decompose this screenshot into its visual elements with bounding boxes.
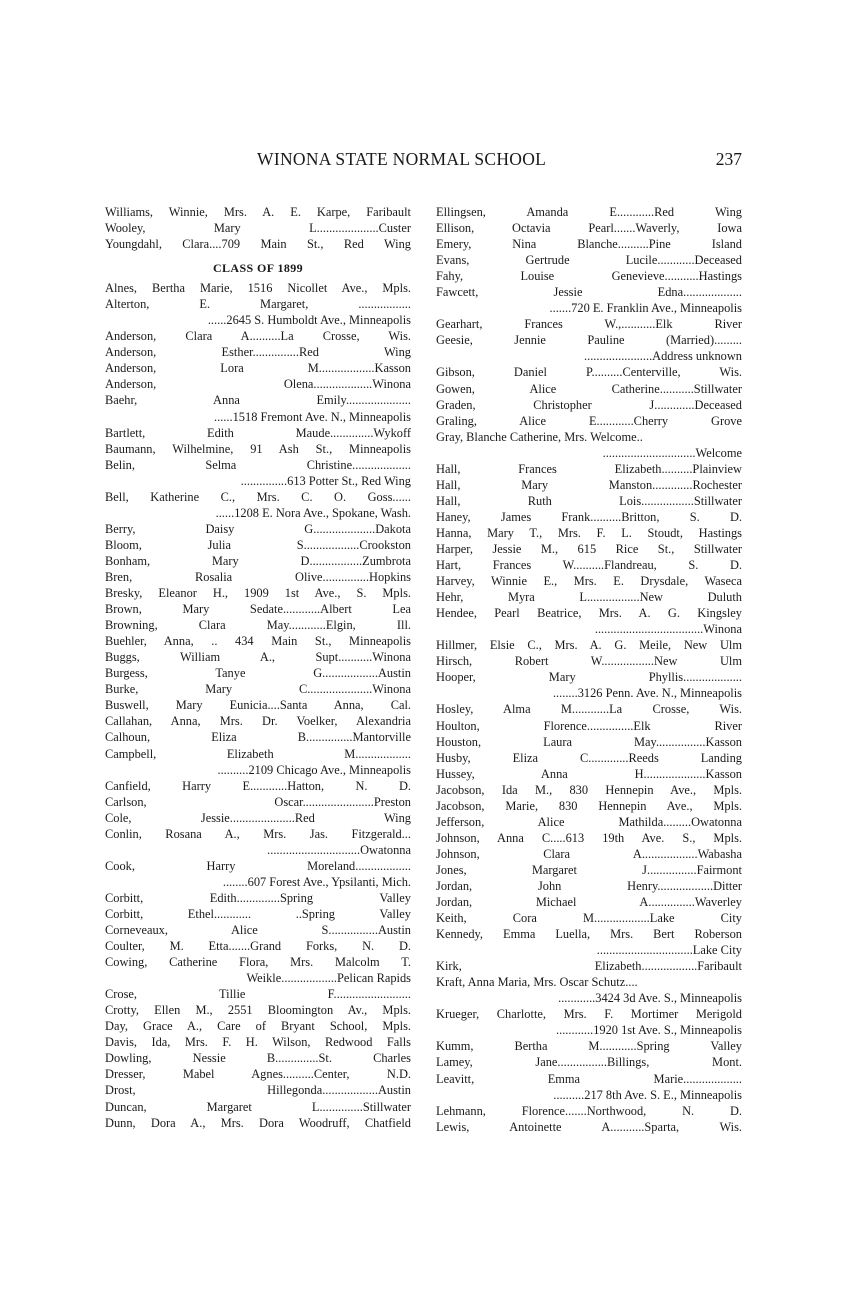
directory-entry: Geesie, Jennie Pauline (Married)......... [436,333,742,348]
directory-entry: Fahy, Louise Genevieve...........Hastings [436,269,742,284]
directory-entry: Keith, Cora M..................Lake City [436,911,742,926]
directory-entry: Campbell, Elizabeth M.................. [105,746,411,761]
directory-entry: Fawcett, Jessie Edna................... [436,285,742,300]
directory-entry: Bresky, Eleanor H., 1909 1st Ave., S. Mpls. [105,586,411,601]
directory-entry: Buggs, William A., Supt...........Winona [105,650,411,665]
directory-entry: Bonham, Mary D.................Zumbrota [105,553,411,568]
directory-entry: Wooley, Mary L....................Custer [105,221,411,236]
directory-entry: Duncan, Margaret L..............Stillwater [105,1099,411,1114]
directory-entry: Callahan, Anna, Mrs. Dr. Voelker, Alexandria [105,714,411,729]
entry-continuation: ......1518 Fremont Ave. N., Minneapolis [214,409,411,424]
directory-entry: Hendee, Pearl Beatrice, Mrs. A. G. Kingsley [436,606,742,621]
directory-entry: Burgess, Tanye G..................Austin [105,666,411,681]
directory-entry: Jordan, Michael A...............Waverley [436,895,742,910]
directory-entry: Bren, Rosalia Olive...............Hopkins [105,569,411,584]
directory-entry: Lehmann, Florence.......Northwood, N. D. [436,1103,742,1118]
directory-entry: Lewis, Antoinette A...........Sparta, Wis. [436,1119,742,1134]
directory-entry: Jefferson, Alice Mathilda.........Owatonna [436,814,742,829]
directory-entry: Harper, Jessie M., 615 Rice St., Stillwater [436,541,742,556]
entry-continuation: Weikle..................Pelican Rapids [246,971,411,986]
directory-entry: Canfield, Harry E............Hatton, N. D. [105,778,411,793]
directory-entry: Corbitt, Edith..............Spring Valley [105,890,411,905]
directory-entry: Hehr, Myra L.................New Duluth [436,590,742,605]
entry-continuation: ...................................Winona [594,622,742,637]
directory-entry: Hall, Mary Manston.............Rochester [436,477,742,492]
directory-entry: Lamey, Jane................Billings, Mont. [436,1055,742,1070]
directory-entry: Burke, Mary C.....................Winona [105,682,411,697]
directory-entry: Gearhart, Frances W.,...........Elk River [436,317,742,332]
directory-entry: Baehr, Anna Emily..................... [105,393,411,408]
directory-entry: Cole, Jessie.....................Red Wing [105,810,411,825]
directory-entry: Davis, Ida, Mrs. F. H. Wilson, Redwood Falls [105,1035,411,1050]
directory-entry: Anderson, Olena...................Winona [105,377,411,392]
directory-entry: Drost, Hillegonda..................Austin [105,1083,411,1098]
directory-entry: Kirk, Elizabeth..................Faribault [436,959,742,974]
directory-entry: Harvey, Winnie E., Mrs. E. Drysdale, Waseca [436,574,742,589]
directory-entry: Gibson, Daniel P..........Centerville, Wis. [436,365,742,380]
directory-entry: Gowen, Alice Catherine...........Stillwater [436,381,742,396]
directory-entry: Anderson, Clara A..........La Crosse, Wis. [105,329,411,344]
entry-continuation: ............1920 1st Ave. S., Minneapolis [556,1023,742,1038]
running-head: WINONA STATE NORMAL SCHOOL [257,149,547,169]
directory-entry: Hosley, Alma M............La Crosse, Wis. [436,702,742,717]
directory-entry: Bell, Katherine C., Mrs. C. O. Goss...... [105,489,411,504]
directory-entry: Dresser, Mabel Agnes..........Center, N.D. [105,1067,411,1082]
directory-entry: Buswell, Mary Eunicia....Santa Anna, Cal. [105,698,411,713]
directory-entry: Husby, Eliza C.............Reeds Landing [436,750,742,765]
directory-entry: Anderson, Esther...............Red Wing [105,345,411,360]
directory-entry: Hall, Ruth Lois.................Stillwater [436,493,742,508]
directory-entry: Krueger, Charlotte, Mrs. F. Mortimer Merigold [436,1007,742,1022]
directory-entry: Conlin, Rosana A., Mrs. Jas. Fitzgerald... [105,826,411,841]
directory-entry: Kumm, Bertha M............Spring Valley [436,1039,742,1054]
directory-entry: Hirsch, Robert W.................New Ulm [436,654,742,669]
directory-entry: Calhoun, Eliza B...............Mantorville [105,730,411,745]
page-header [105,149,742,175]
directory-entry: Day, Grace A., Care of Bryant School, Mpls. [105,1019,411,1034]
directory-entry: Dunn, Dora A., Mrs. Dora Woodruff, Chatfield [105,1115,411,1130]
directory-entry: Hooper, Mary Phyllis................... [436,670,742,685]
directory-entry: Alnes, Bertha Marie, 1516 Nicollet Ave., Mpls. [105,281,411,296]
entry-continuation: ...............................Lake City [596,943,742,958]
directory-entry: Youngdahl, Clara....709 Main St., Red Wing [105,237,411,252]
entry-continuation: ..........2109 Chicago Ave., Minneapolis [217,762,411,777]
directory-entry: Houston, Laura May................Kasson [436,734,742,749]
directory-entry: Belin, Selma Christine................... [105,457,411,472]
directory-entry: Corneveaux, Alice S................Austin [105,923,411,938]
directory-entry: Graling, Alice E............Cherry Grove [436,413,742,428]
directory-entry: Cowing, Catherine Flora, Mrs. Malcolm T. [105,955,411,970]
entry-continuation: .......720 E. Franklin Ave., Minneapolis [549,301,742,316]
entry-continuation: ..............................Welcome [602,445,742,460]
entry-continuation: ......................Address unknown [584,349,742,364]
entry-continuation: ............3424 3d Ave. S., Minneapolis [558,991,742,1006]
directory-entry: Hillmer, Elsie C., Mrs. A. G. Meile, New Ulm [436,638,742,653]
entry-continuation: ........607 Forest Ave., Ypsilanti, Mich. [222,874,411,889]
directory-entry: Carlson, Oscar.......................Preston [105,794,411,809]
entry-continuation: ..........217 8th Ave. S. E., Minneapolis [553,1087,742,1102]
directory-entry: Corbitt, Ethel............ ..Spring Valley [105,906,411,921]
left-column [105,204,411,1131]
directory-entry: Johnson, Anna C.....613 19th Ave. S., Mpls. [436,830,742,845]
class-heading: CLASS OF 1899 [212,261,304,276]
directory-entry: Crose, Tillie F......................... [105,987,411,1002]
directory-entry: Berry, Daisy G....................Dakota [105,521,411,536]
directory-entry: Cook, Harry Moreland.................. [105,858,411,873]
directory-entry: Alterton, E. Margaret, ................. [105,297,411,312]
entry-continuation: ......1208 E. Nora Ave., Spokane, Wash. [215,505,411,520]
directory-entry: Ellison, Octavia Pearl.......Waverly, Iowa [436,221,742,236]
right-column [436,204,742,1135]
directory-entry: Gray, Blanche Catherine, Mrs. Welcome.. [436,429,643,444]
directory-entry: Jacobson, Ida M., 830 Hennepin Ave., Mpls. [436,782,742,797]
directory-entry: Coulter, M. Etta.......Grand Forks, N. D. [105,939,411,954]
directory-entry: Williams, Winnie, Mrs. A. E. Karpe, Faribault [105,205,411,219]
entry-continuation: ...............613 Potter St., Red Wing [240,473,411,488]
directory-entry: Jordan, John Henry..................Ditter [436,878,742,893]
directory-entry: Jones, Margaret J................Fairmont [436,862,742,877]
directory-entry: Haney, James Frank..........Britton, S. D. [436,509,742,524]
directory-entry: Hart, Frances W..........Flandreau, S. D. [436,558,742,573]
directory-entry: Hall, Frances Elizabeth..........Plainview [436,461,742,476]
directory-entry: Buehler, Anna, .. 434 Main St., Minneapolis [105,634,411,649]
directory-entry: Crotty, Ellen M., 2551 Bloomington Av., Mpls. [105,1003,411,1018]
page-number: 237 [715,149,742,169]
directory-entry: Graden, Christopher J.............Deceased [436,397,742,412]
directory-entry: Bartlett, Edith Maude..............Wykoff [105,425,411,440]
directory-entry: Brown, Mary Sedate............Albert Lea [105,602,411,617]
directory-entry: Ellingsen, Amanda E............Red Wing [436,205,742,219]
directory-entry: Bloom, Julia S..................Crookston [105,537,411,552]
directory-entry: Houlton, Florence...............Elk River [436,718,742,733]
directory-entry: Leavitt, Emma Marie................... [436,1071,742,1086]
directory-entry: Browning, Clara May............Elgin, Ill. [105,618,411,633]
directory-entry: Kennedy, Emma Luella, Mrs. Bert Roberson [436,927,742,942]
directory-entry: Anderson, Lora M..................Kasson [105,361,411,376]
directory-entry: Hanna, Mary T., Mrs. F. L. Stoudt, Hastings [436,525,742,540]
directory-entry: Dowling, Nessie B..............St. Charles [105,1051,411,1066]
directory-entry: Kraft, Anna Maria, Mrs. Oscar Schutz.... [436,975,638,990]
directory-entry: Hussey, Anna H....................Kasson [436,766,742,781]
directory-entry: Jacobson, Marie, 830 Hennepin Ave., Mpls. [436,798,742,813]
entry-continuation: ......2645 S. Humboldt Ave., Minneapolis [207,313,411,328]
entry-continuation: ..............................Owatonna [267,842,411,857]
entry-continuation: ........3126 Penn. Ave. N., Minneapolis [552,686,742,701]
directory-entry: Baumann, Wilhelmine, 91 Ash St., Minneapolis [105,441,411,456]
directory-entry: Evans, Gertrude Lucile............Deceased [436,253,742,268]
directory-entry: Emery, Nina Blanche..........Pine Island [436,237,742,252]
directory-entry: Johnson, Clara A..................Wabasha [436,846,742,861]
